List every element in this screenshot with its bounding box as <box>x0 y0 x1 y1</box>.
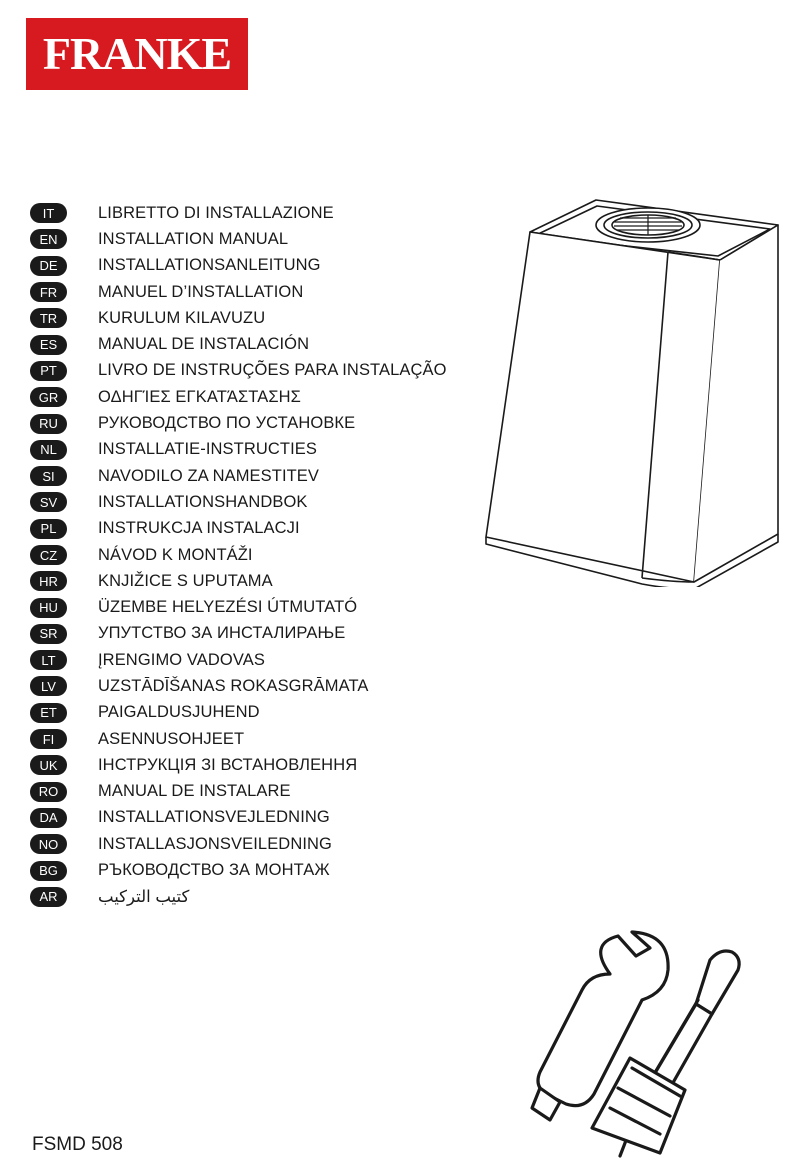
language-manual-title: INSTALLATIONSHANDBOK <box>98 492 308 511</box>
language-code-badge: LT <box>30 650 67 670</box>
language-code-badge: EN <box>30 229 67 249</box>
language-row-bg <box>30 857 447 883</box>
language-row-da <box>30 805 447 831</box>
language-row-fr <box>30 279 447 305</box>
language-row-nl <box>30 437 447 463</box>
language-manual-title: MANUAL DE INSTALARE <box>98 782 291 801</box>
language-list <box>30 200 447 910</box>
language-manual-title: УПУТСТВО ЗА ИНСТАЛИРАЊЕ <box>98 624 346 643</box>
language-manual-title: ΟΔΗΓΊΕΣ ΕΓΚΑΤΆΣΤΑΣΗΣ <box>98 387 301 406</box>
language-row-fi <box>30 726 447 752</box>
language-row-sr <box>30 621 447 647</box>
language-code-badge: PT <box>30 361 67 381</box>
language-code-badge: SI <box>30 466 67 486</box>
franke-logo <box>26 18 248 90</box>
language-row-pl <box>30 516 447 542</box>
language-row-uk <box>30 752 447 778</box>
wrench-screwdriver-icon <box>520 918 790 1168</box>
language-manual-title: LIBRETTO DI INSTALLAZIONE <box>98 203 334 222</box>
language-manual-title: РЪКОВОДСТВО ЗА МОНТАЖ <box>98 861 330 880</box>
language-code-badge: ET <box>30 703 67 723</box>
language-row-it <box>30 200 447 226</box>
language-manual-title: PAIGALDUSJUHEND <box>98 703 260 722</box>
language-manual-title: ASENNUSOHJEET <box>98 729 245 748</box>
language-code-badge: TR <box>30 308 67 328</box>
language-row-pt <box>30 358 447 384</box>
language-manual-title: РУКОВОДСТВО ПО УСТАНОВКЕ <box>98 414 356 433</box>
language-code-badge: IT <box>30 203 67 223</box>
logo-mark <box>26 18 248 90</box>
language-manual-title: ĮRENGIMO VADOVAS <box>98 650 265 669</box>
language-row-de <box>30 253 447 279</box>
language-manual-title: MANUAL DE INSTALACIÓN <box>98 335 310 354</box>
language-manual-title: NÁVOD K MONTÁŽI <box>98 545 253 564</box>
language-row-no <box>30 831 447 857</box>
language-row-lt <box>30 647 447 673</box>
language-code-badge: DA <box>30 808 67 828</box>
language-manual-title: INSTALLATIONSANLEITUNG <box>98 256 321 275</box>
language-manual-title: UZSTĀDĪŠANAS ROKASGRĀMATA <box>98 676 369 695</box>
language-manual-title: INSTALLATION MANUAL <box>98 229 289 248</box>
language-code-badge: BG <box>30 861 67 881</box>
language-row-et <box>30 700 447 726</box>
language-row-es <box>30 331 447 357</box>
language-code-badge: RO <box>30 782 67 802</box>
model-number: FSMD 508 <box>32 1134 123 1155</box>
language-code-badge: SR <box>30 624 67 644</box>
language-row-lv <box>30 673 447 699</box>
language-code-badge: DE <box>30 256 67 276</box>
language-code-badge: NL <box>30 440 67 460</box>
language-row-hr <box>30 568 447 594</box>
language-row-cz <box>30 542 447 568</box>
language-manual-title: INSTALLATIONSVEJLEDNING <box>98 808 330 827</box>
language-row-hu <box>30 594 447 620</box>
language-row-gr <box>30 384 447 410</box>
cooker-hood-icon <box>478 192 783 592</box>
language-code-badge: FR <box>30 282 67 302</box>
language-manual-title: KURULUM KILAVUZU <box>98 308 266 327</box>
language-manual-title: INSTALLASJONSVEILEDNING <box>98 834 332 853</box>
language-code-badge: UK <box>30 755 67 775</box>
language-code-badge: SV <box>30 492 67 512</box>
language-code-badge: GR <box>30 387 67 407</box>
language-manual-title: INSTALLATIE-INSTRUCTIES <box>98 440 317 459</box>
language-row-en <box>30 226 447 252</box>
language-row-tr <box>30 305 447 331</box>
language-manual-title: MANUEL D’INSTALLATION <box>98 282 304 301</box>
language-code-badge: HR <box>30 571 67 591</box>
language-manual-title: ІНСТРУКЦІЯ ЗІ ВСТАНОВЛЕННЯ <box>98 755 358 774</box>
language-row-si <box>30 463 447 489</box>
language-row-ar <box>30 884 447 910</box>
language-code-badge: HU <box>30 598 67 618</box>
language-manual-title: INSTRUKCJA INSTALACJI <box>98 519 300 538</box>
language-manual-title: كتيب التركيب <box>98 887 190 906</box>
language-manual-title: LIVRO DE INSTRUÇÕES PARA INSTALAÇÃO <box>98 361 447 380</box>
language-code-badge: FI <box>30 729 67 749</box>
language-row-sv <box>30 489 447 515</box>
language-code-badge: ES <box>30 335 67 355</box>
language-manual-title: KNJIŽICE S UPUTAMA <box>98 571 273 590</box>
language-code-badge: NO <box>30 834 67 854</box>
language-code-badge: LV <box>30 676 67 696</box>
language-code-badge: PL <box>30 519 67 539</box>
language-code-badge: RU <box>30 414 67 434</box>
language-manual-title: NAVODILO ZA NAMESTITEV <box>98 466 320 485</box>
logo-text: FRANKE <box>42 28 232 79</box>
language-manual-title: ÜZEMBE HELYEZÉSI ÚTMUTATÓ <box>98 598 358 617</box>
language-code-badge: CZ <box>30 545 67 565</box>
language-row-ru <box>30 410 447 436</box>
language-code-badge: AR <box>30 887 67 907</box>
language-row-ro <box>30 779 447 805</box>
